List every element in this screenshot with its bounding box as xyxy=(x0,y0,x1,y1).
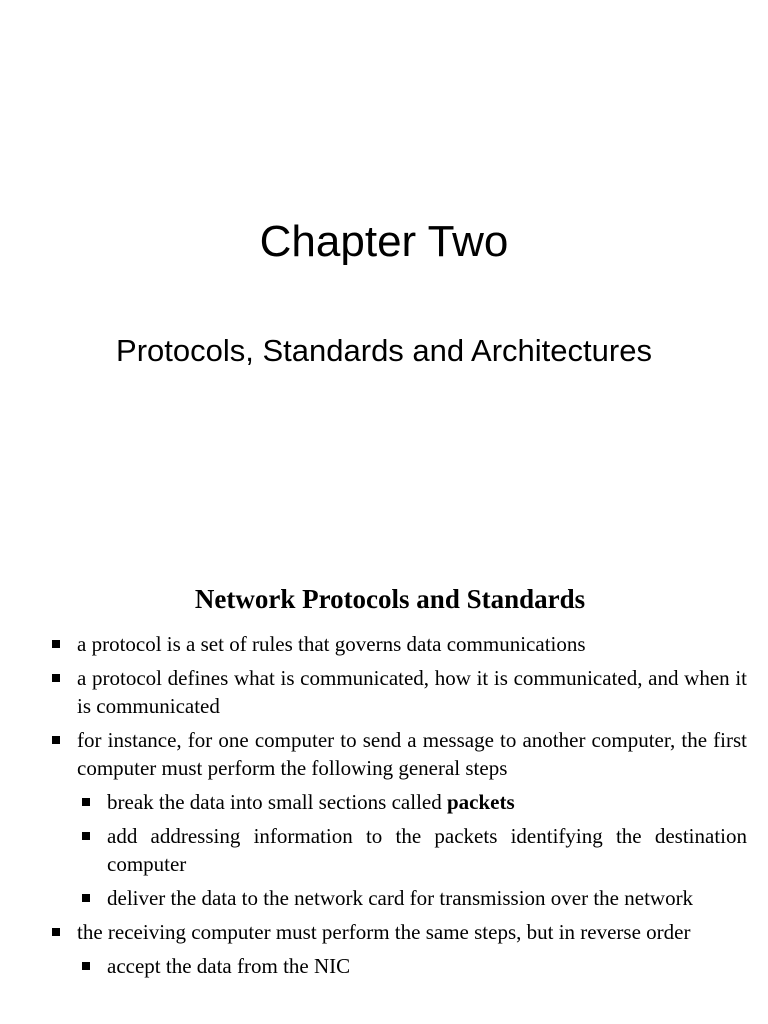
chapter-subtitle: Protocols, Standards and Architectures xyxy=(116,333,652,368)
bullet-list xyxy=(0,630,768,986)
list-item-text: a protocol defines what is communicated, how it is communicated, and when it is communicated xyxy=(77,666,747,718)
list-item-text: a protocol is a set of rules that governs data communications xyxy=(77,632,586,656)
square-bullet-icon xyxy=(52,640,60,648)
square-bullet-icon xyxy=(82,832,90,840)
list-item xyxy=(77,918,747,946)
square-bullet-icon xyxy=(52,928,60,936)
chapter-title: Chapter Two xyxy=(259,217,509,266)
sub-list-item xyxy=(107,788,747,816)
bold-term: packets xyxy=(446,790,515,814)
list-item-text: the receiving computer must perform the same steps, but in reverse order xyxy=(77,920,691,944)
list-item xyxy=(77,726,747,782)
square-bullet-icon xyxy=(82,962,90,970)
square-bullet-icon xyxy=(52,674,60,682)
section-heading: Network Protocols and Standards xyxy=(194,584,586,614)
list-item xyxy=(77,630,747,658)
square-bullet-icon xyxy=(82,798,90,806)
sub-list-item xyxy=(107,822,747,878)
list-item xyxy=(77,664,747,720)
sub-list-item xyxy=(107,952,747,980)
square-bullet-icon xyxy=(82,894,90,902)
list-item-text: add addressing information to the packets identifying the destination computer xyxy=(107,824,747,876)
square-bullet-icon xyxy=(52,736,60,744)
list-item-text: accept the data from the NIC xyxy=(107,954,351,978)
sub-list-item xyxy=(107,884,747,912)
list-item-text: deliver the data to the network card for transmission over the network xyxy=(107,886,694,910)
list-item-text: break the data into small sections called xyxy=(107,790,447,814)
list-item-text: for instance, for one computer to send a message to another computer, the first computer must perform the following general steps xyxy=(77,728,747,780)
